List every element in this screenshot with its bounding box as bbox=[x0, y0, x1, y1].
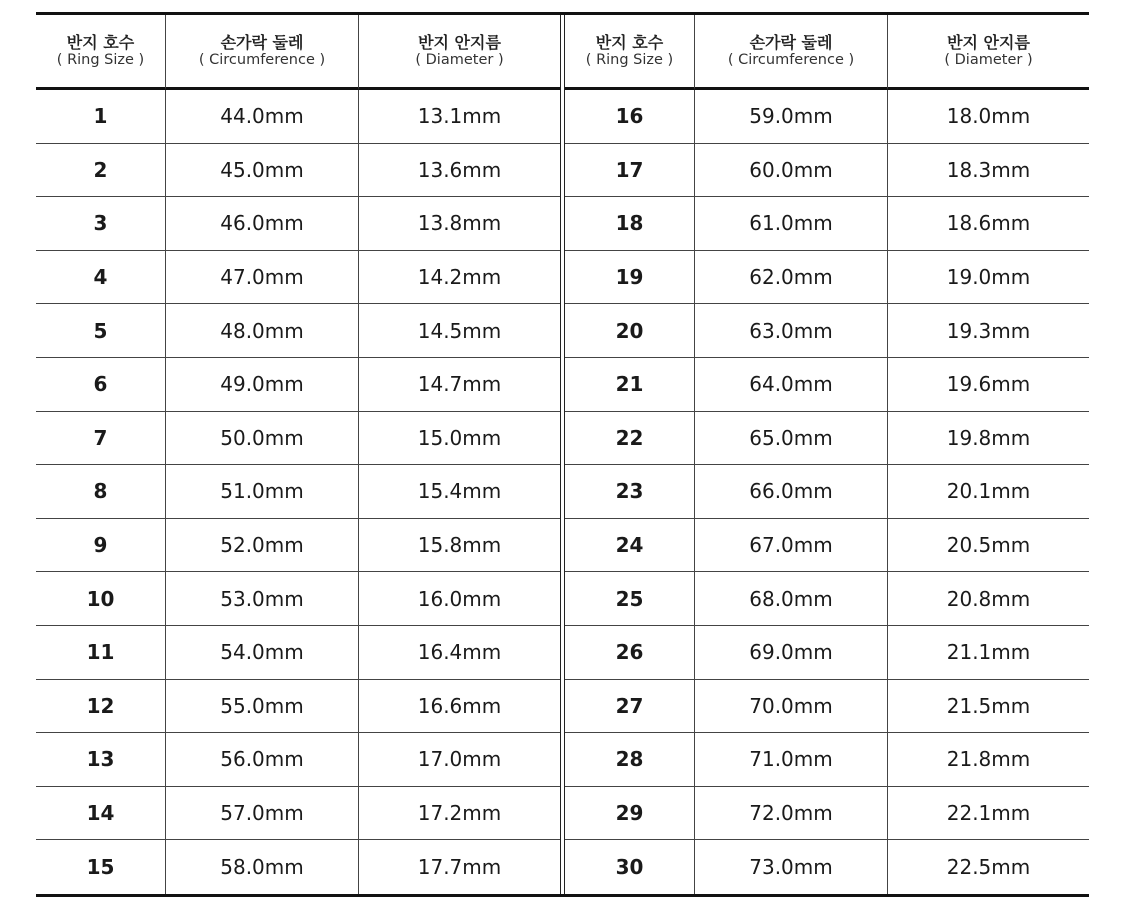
header-ring-size-korean: 반지 호수 bbox=[595, 32, 664, 52]
cell-circumference: 50.0mm bbox=[166, 412, 359, 466]
cell-circumference: 45.0mm bbox=[166, 144, 359, 198]
cell-circumference: 71.0mm bbox=[695, 733, 888, 787]
cell-ring-size: 27 bbox=[565, 680, 695, 734]
cell-ring-size: 26 bbox=[565, 626, 695, 680]
cell-diameter: 13.1mm bbox=[359, 90, 560, 144]
cell-diameter: 20.5mm bbox=[888, 519, 1089, 573]
cell-diameter: 17.7mm bbox=[417, 855, 502, 880]
cell-diameter: 18.6mm bbox=[888, 197, 1089, 251]
cell-ring-size: 12 bbox=[36, 680, 166, 734]
header-circumference-english: ( Circumference ) bbox=[727, 51, 855, 68]
cell-circumference: 54.0mm bbox=[166, 626, 359, 680]
header-circumference bbox=[695, 15, 888, 90]
cell-circumference: 52.0mm bbox=[166, 519, 359, 573]
cell-diameter: 19.6mm bbox=[888, 358, 1089, 412]
cell-ring-size: 17 bbox=[565, 144, 695, 198]
cell-circumference: 53.0mm bbox=[166, 572, 359, 626]
cell-circumference: 46.0mm bbox=[166, 197, 359, 251]
header-ring-size-korean: 반지 호수 bbox=[66, 32, 135, 52]
cell-ring-size: 11 bbox=[36, 626, 166, 680]
cell-diameter: 20.8mm bbox=[888, 572, 1089, 626]
cell-ring-size: 10 bbox=[36, 572, 166, 626]
cell-ring-size: 8 bbox=[36, 465, 166, 519]
header-circumference-english: ( Circumference ) bbox=[198, 51, 326, 68]
cell-ring-size: 22 bbox=[565, 412, 695, 466]
cell-diameter: 14.5mm bbox=[359, 304, 560, 358]
cell-ring-size: 14 bbox=[36, 787, 166, 841]
cell-ring-size: 19 bbox=[565, 251, 695, 305]
cell-ring-size: 24 bbox=[565, 519, 695, 573]
cell-ring-size: 5 bbox=[36, 304, 166, 358]
cell-diameter: 13.8mm bbox=[359, 197, 560, 251]
cell-ring-size: 1 bbox=[36, 90, 166, 144]
cell-diameter: 18.3mm bbox=[888, 144, 1089, 198]
header-ring-size bbox=[36, 15, 166, 90]
cell-circumference: 56.0mm bbox=[166, 733, 359, 787]
cell-diameter: 15.8mm bbox=[359, 519, 560, 573]
cell-circumference: 48.0mm bbox=[166, 304, 359, 358]
header-diameter-korean: 반지 안지름 bbox=[947, 32, 1030, 52]
cell-ring-size: 2 bbox=[36, 144, 166, 198]
cell-diameter: 16.0mm bbox=[359, 572, 560, 626]
cell-ring-size: 30 bbox=[565, 840, 695, 894]
cell-circumference: 69.0mm bbox=[695, 626, 888, 680]
cell-diameter: 16.4mm bbox=[359, 626, 560, 680]
header-diameter-english: ( Diameter ) bbox=[415, 51, 504, 68]
cell-diameter: 17.2mm bbox=[359, 787, 560, 841]
cell-diameter: 19.8mm bbox=[888, 412, 1089, 466]
cell-diameter: 20.1mm bbox=[888, 465, 1089, 519]
header-diameter-korean: 반지 안지름 bbox=[418, 32, 501, 52]
cell-circumference: 62.0mm bbox=[695, 251, 888, 305]
cell-ring-size: 20 bbox=[565, 304, 695, 358]
cell-diameter: 15.0mm bbox=[359, 412, 560, 466]
cell-diameter: 16.6mm bbox=[359, 680, 560, 734]
header-circumference-korean: 손가락 둘레 bbox=[749, 32, 833, 52]
ring-size-table bbox=[36, 12, 1089, 897]
cell-diameter: 22.1mm bbox=[888, 787, 1089, 841]
cell-diameter: 19.3mm bbox=[888, 304, 1089, 358]
cell-diameter: 21.1mm bbox=[888, 626, 1089, 680]
cell-circumference: 64.0mm bbox=[695, 358, 888, 412]
cell-circumference: 61.0mm bbox=[695, 197, 888, 251]
cell-ring-size: 15 bbox=[36, 840, 166, 894]
cell-ring-size: 29 bbox=[565, 787, 695, 841]
cell-circumference: 49.0mm bbox=[166, 358, 359, 412]
cell-ring-size: 4 bbox=[36, 251, 166, 305]
cell-circumference: 66.0mm bbox=[695, 465, 888, 519]
cell-circumference: 57.0mm bbox=[166, 787, 359, 841]
cell-ring-size: 6 bbox=[36, 358, 166, 412]
cell-circumference: 63.0mm bbox=[695, 304, 888, 358]
cell-diameter: 21.8mm bbox=[888, 733, 1089, 787]
cell-circumference: 55.0mm bbox=[166, 680, 359, 734]
cell-ring-size: 28 bbox=[565, 733, 695, 787]
cell-circumference: 67.0mm bbox=[695, 519, 888, 573]
cell-ring-size: 13 bbox=[36, 733, 166, 787]
header-circumference-korean: 손가락 둘레 bbox=[220, 32, 304, 52]
cell-ring-size: 3 bbox=[36, 197, 166, 251]
cell-ring-size: 9 bbox=[36, 519, 166, 573]
cell-circumference: 44.0mm bbox=[166, 90, 359, 144]
table-right-half bbox=[565, 15, 1089, 894]
cell-circumference: 65.0mm bbox=[695, 412, 888, 466]
cell-ring-size: 7 bbox=[36, 412, 166, 466]
table-left-half bbox=[36, 15, 560, 894]
header-diameter bbox=[359, 15, 560, 90]
cell-diameter: 19.0mm bbox=[888, 251, 1089, 305]
cell-ring-size: 23 bbox=[565, 465, 695, 519]
header-ring-size-english: ( Ring Size ) bbox=[56, 51, 145, 68]
cell-diameter: 14.2mm bbox=[359, 251, 560, 305]
cell-diameter: 17.0mm bbox=[359, 733, 560, 787]
cell-diameter: 21.5mm bbox=[888, 680, 1089, 734]
cell-circumference: 72.0mm bbox=[695, 787, 888, 841]
cell-circumference: 70.0mm bbox=[695, 680, 888, 734]
header-diameter bbox=[888, 15, 1089, 90]
cell-ring-size: 21 bbox=[565, 358, 695, 412]
cell-circumference: 47.0mm bbox=[166, 251, 359, 305]
cell-diameter: 15.4mm bbox=[359, 465, 560, 519]
header-ring-size bbox=[565, 15, 695, 90]
cell-ring-size: 18 bbox=[565, 197, 695, 251]
cell-circumference: 60.0mm bbox=[695, 144, 888, 198]
cell-diameter: 22.5mm bbox=[946, 855, 1031, 880]
cell-ring-size: 16 bbox=[565, 90, 695, 144]
header-circumference bbox=[166, 15, 359, 90]
cell-diameter: 14.7mm bbox=[359, 358, 560, 412]
header-diameter-english: ( Diameter ) bbox=[944, 51, 1033, 68]
cell-circumference: 59.0mm bbox=[695, 90, 888, 144]
cell-circumference: 73.0mm bbox=[695, 840, 888, 894]
ring-size-chart bbox=[36, 12, 1089, 897]
header-ring-size-english: ( Ring Size ) bbox=[585, 51, 674, 68]
cell-diameter: 13.6mm bbox=[359, 144, 560, 198]
cell-diameter: 18.0mm bbox=[888, 90, 1089, 144]
cell-circumference: 51.0mm bbox=[166, 465, 359, 519]
cell-circumference: 58.0mm bbox=[166, 840, 359, 894]
cell-circumference: 68.0mm bbox=[695, 572, 888, 626]
cell-ring-size: 25 bbox=[565, 572, 695, 626]
